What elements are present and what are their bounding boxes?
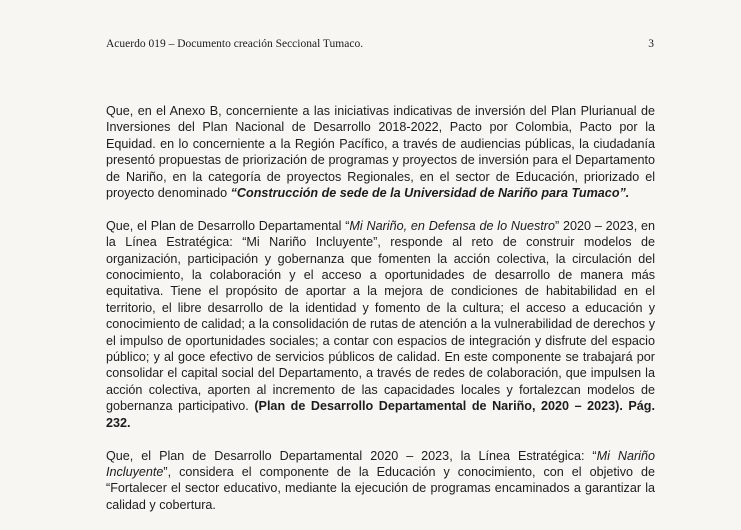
document-body — [106, 103, 655, 530]
paragraph-lead: Que, el Plan de Desarrollo Departamental “ — [106, 218, 350, 233]
plan-name: Mi Nariño, en Defensa de lo Nuestro — [349, 218, 556, 233]
paragraph-anexo-b — [106, 103, 655, 201]
document-title: Acuerdo 019 – Documento creación Seccional Tumaco. — [106, 38, 364, 50]
page-number: 3 — [648, 38, 654, 50]
paragraph-text: ” 2020 – 2023, en la Línea Estratégica: “Mi Nariño Incluyente”, responde al reto de construir modelos de organización, participación y gobernanza que fomenten la acción colectiva, la circulación del conocimiento, la colaboración y el acceso a oportunidades de desarrollo de manera más equitativa. Tiene el propósito de aportar a la mejora de condiciones de habitabilidad en el territorio, el libre desarrollo de la identidad y fomento de la cultura; el acceso a educación y conocimiento de calidad; a la consolidación de rutas de atención a la vulnerabilidad de derechos y el impulso de oportunidades sociales; a contar con espacios de integración y disfrute del espacio público; y al goce efectivo de servicios públicos de calidad. En este componente se trabajará por consolidar el capital social del Departamento, a través de redes de colaboración, que impulsen la acción colectiva, aporten al incremento de las capacidades locales y fortalezcan modelos de gobernanza participativo. — [106, 218, 656, 414]
paragraph-plan-desarrollo — [106, 218, 655, 431]
page-header — [106, 38, 654, 50]
paragraph-text: ”, considera el componente de la Educación y conocimiento, con el objetivo de “Fortalecer el sector educativo, mediante la ejecución de programas encaminados a garantizar la calidad y cobertura. — [106, 464, 655, 512]
citation: (Plan de Desarrollo Departamental de Nariño, 2020 – 2023). Pág. 232. — [106, 399, 655, 430]
line-name: Mi Nariño Incluyente — [106, 448, 655, 479]
paragraph-text: Que, en el Anexo B, concerniente a las iniciativas indicativas de inversión del Plan Plurianual de Inversiones del Plan Nacional de Desarrollo 2018-2022, Pacto por Colombia, Pacto por la Equidad. en lo concerniente a la Región Pacífico, a través de audiencias públicas, la ciudadanía presentó propuestas de priorización de programas y proyectos de inversión para el Departamento de Nariño, en la categoría de proyectos Regionales, en el sector de Educación, priorizado el proyecto denominado — [106, 104, 655, 201]
project-name-highlight: “Construcción de sede de la Universidad de Nariño para Tumaco”. — [230, 186, 630, 201]
paragraph-lead: Que, el Plan de Desarrollo Departamental 2020 – 2023, la Línea Estratégica: “ — [106, 448, 597, 463]
paragraph-linea-estrategica — [106, 448, 655, 514]
